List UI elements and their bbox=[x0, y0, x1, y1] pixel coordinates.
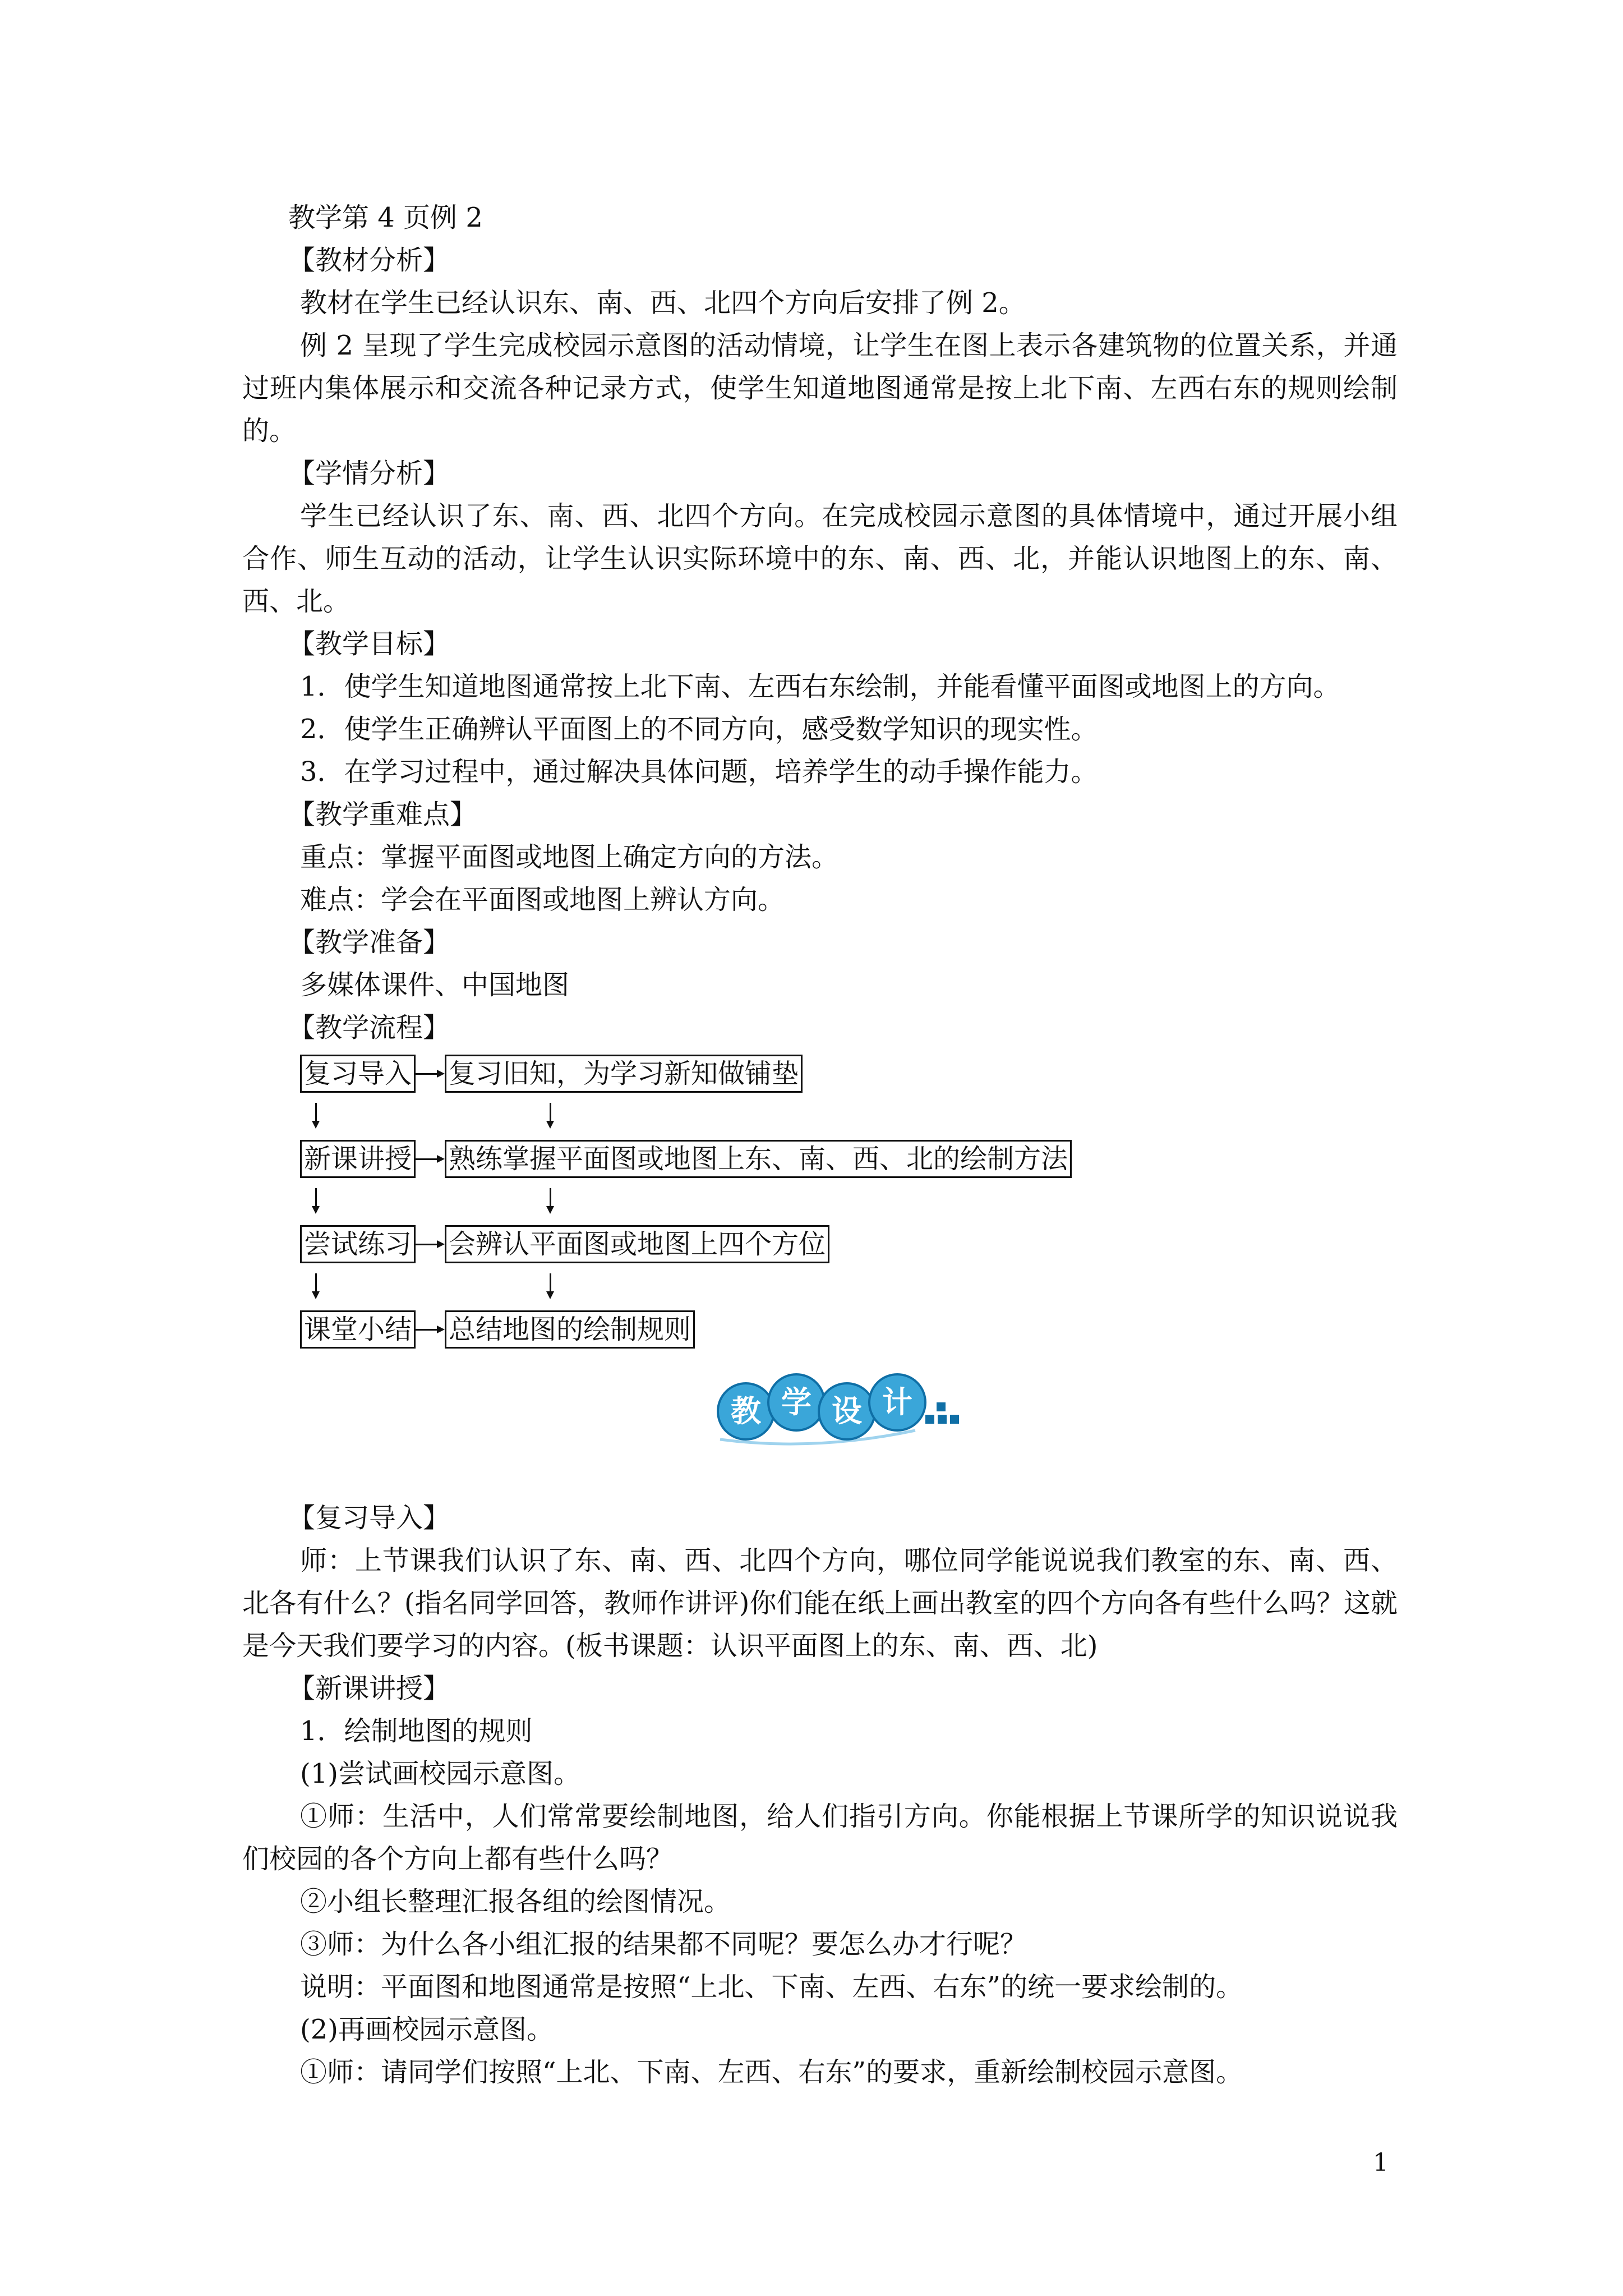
section-banner bbox=[242, 1351, 1398, 1497]
down-arrow-icon bbox=[546, 1188, 555, 1214]
down-arrow-icon bbox=[311, 1188, 320, 1214]
flow-desc-box: 复习旧知，为学习新知做铺垫 bbox=[445, 1055, 803, 1093]
flow-connector bbox=[300, 1266, 1398, 1308]
subsection-2-title: (2)再画校园示意图。 bbox=[300, 2014, 554, 2045]
heading-student-analysis: 【学情分析】 bbox=[288, 458, 450, 489]
flow-step-box: 课堂小结 bbox=[300, 1310, 416, 1349]
goal-item-1: 1．使学生知道地图通常按上北下南、左西右东绘制，并能看懂平面图或地图上的方向。 bbox=[300, 671, 1340, 702]
heading-teaching-flow: 【教学流程】 bbox=[288, 1012, 450, 1043]
student-analysis-paragraph: 学生已经认识了东、南、西、北四个方向。在完成校园示意图的具体情境中，通过开展小组合作、师生互动的活动，让学生认识实际环境中的东、南、西、北，并能认识地图上的东、南、西、北。 bbox=[242, 500, 1398, 617]
down-arrow-icon bbox=[311, 1273, 320, 1299]
subsection-1-title: (1)尝试画校园示意图。 bbox=[300, 1758, 580, 1789]
square-decoration bbox=[925, 1415, 934, 1424]
subsection-1-item-3: ③师：为什么各小组汇报的结果都不同呢？要怎么办才行呢？ bbox=[300, 1929, 1027, 1960]
rule-title: 1．绘制地图的规则 bbox=[300, 1715, 533, 1747]
banner-char: 设 bbox=[832, 1393, 862, 1429]
teaching-flowchart bbox=[300, 1052, 1398, 1351]
flow-step-box: 尝试练习 bbox=[300, 1225, 416, 1263]
banner-char: 计 bbox=[882, 1384, 912, 1420]
flow-desc-box: 熟练掌握平面图或地图上东、南、西、北的绘制方法 bbox=[445, 1140, 1072, 1178]
page-number: 1 bbox=[1373, 2148, 1389, 2177]
flow-connector bbox=[300, 1095, 1398, 1138]
right-arrow-icon bbox=[416, 1068, 445, 1079]
flow-desc-box: 总结地图的绘制规则 bbox=[445, 1310, 695, 1349]
right-arrow-icon bbox=[416, 1153, 445, 1165]
square-decoration bbox=[950, 1415, 959, 1424]
page-content bbox=[242, 196, 1398, 2093]
teaching-design-logo bbox=[713, 1368, 960, 1457]
square-decoration bbox=[938, 1415, 947, 1424]
down-arrow-icon bbox=[311, 1103, 320, 1129]
right-arrow-icon bbox=[416, 1324, 445, 1335]
lesson-title: 教学第 4 页例 2 bbox=[288, 202, 483, 233]
flow-step-box: 复习导入 bbox=[300, 1055, 416, 1093]
flow-row-4 bbox=[300, 1308, 1398, 1351]
difficult-point: 难点：学会在平面图或地图上辨认方向。 bbox=[300, 884, 785, 915]
subsection-1-item-1: ①师：生活中，人们常常要绘制地图，给人们指引方向。你能根据上节课所学的知识说说我们校园的各个方向上都有些什么吗？ bbox=[242, 1801, 1398, 1875]
preparation-text: 多媒体课件、中国地图 bbox=[300, 969, 570, 1001]
flow-row-2 bbox=[300, 1138, 1398, 1180]
explanation-text: 说明：平面图和地图通常是按照“上北、下南、左西、右东”的统一要求绘制的。 bbox=[300, 1971, 1243, 2003]
square-decoration bbox=[937, 1402, 946, 1411]
flow-row-3 bbox=[300, 1223, 1398, 1266]
heading-preparation: 【教学准备】 bbox=[288, 927, 450, 958]
heading-material-analysis: 【教材分析】 bbox=[288, 245, 450, 276]
heading-review-intro: 【复习导入】 bbox=[288, 1502, 450, 1534]
flow-desc-box: 会辨认平面图或地图上四个方位 bbox=[445, 1225, 829, 1263]
subsection-2-item-1: ①师：请同学们按照“上北、下南、左西、右东”的要求，重新绘制校园示意图。 bbox=[300, 2056, 1243, 2088]
flow-step-box: 新课讲授 bbox=[300, 1140, 416, 1178]
material-paragraph-1: 教材在学生已经认识东、南、西、北四个方向后安排了例 2。 bbox=[300, 287, 1026, 319]
goal-item-3: 3．在学习过程中，通过解决具体问题，培养学生的动手操作能力。 bbox=[300, 756, 1098, 788]
heading-teaching-goals: 【教学目标】 bbox=[288, 628, 450, 660]
goal-item-2: 2．使学生正确辨认平面图上的不同方向，感受数学知识的现实性。 bbox=[300, 714, 1098, 745]
material-paragraph-2: 例 2 呈现了学生完成校园示意图的活动情境，让学生在图上表示各建筑物的位置关系，并通过班内集体展示和交流各种记录方式，使学生知道地图通常是按上北下南、左西右东的规则绘制的。 bbox=[242, 330, 1398, 447]
key-point: 重点：掌握平面图或地图上确定方向的方法。 bbox=[300, 841, 839, 873]
down-arrow-icon bbox=[546, 1273, 555, 1299]
heading-new-lesson: 【新课讲授】 bbox=[288, 1673, 450, 1704]
banner-char: 学 bbox=[781, 1384, 811, 1420]
down-arrow-icon bbox=[546, 1103, 555, 1129]
review-paragraph: 师：上节课我们认识了东、南、西、北四个方向，哪位同学能说说我们教室的东、南、西、北各有什么？(指名同学回答，教师作讲评)你们能在纸上画出教室的四个方向各有些什么吗？这就是今天我们要学习的内容。(板书课题：认识平面图上的东、南、西、北) bbox=[242, 1545, 1398, 1662]
heading-key-points: 【教学重难点】 bbox=[288, 799, 477, 830]
flow-connector bbox=[300, 1180, 1398, 1223]
flow-row-1 bbox=[300, 1052, 1398, 1095]
banner-char: 教 bbox=[731, 1393, 761, 1429]
subsection-1-item-2: ②小组长整理汇报各组的绘图情况。 bbox=[300, 1886, 731, 1917]
right-arrow-icon bbox=[416, 1239, 445, 1250]
